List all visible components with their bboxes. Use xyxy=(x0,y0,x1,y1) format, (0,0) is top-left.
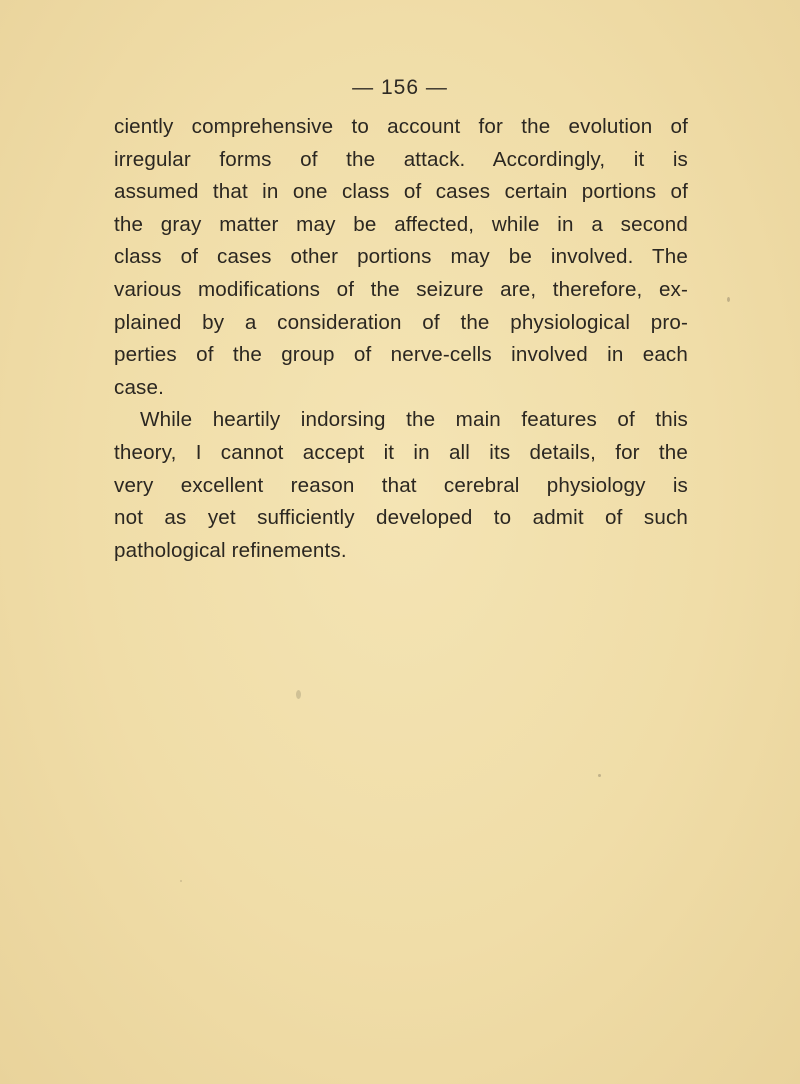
text-line: assumed that in one class of cases certain portions of xyxy=(114,180,688,204)
text-line: very excellent reason that cerebral physiology is xyxy=(114,473,688,497)
text-line: not as yet sufficiently developed to admit of such xyxy=(114,506,688,530)
text-line: ciently comprehensive to account for the evolution of xyxy=(114,115,688,138)
page-number: — 156 — xyxy=(352,76,448,99)
paper-speck xyxy=(727,297,730,302)
text-line: case. xyxy=(114,375,164,399)
paper-speck xyxy=(180,880,182,882)
text-line: plained by a consideration of the physiological pro- xyxy=(114,310,688,334)
text-line: theory, I cannot accept it in all its details, for the xyxy=(114,440,688,464)
text-line: various modifications of the seizure are, therefore, ex- xyxy=(114,277,688,301)
paper-speck xyxy=(598,774,601,777)
text-line: perties of the group of nerve-cells involved in each xyxy=(114,343,688,367)
text-line: While heartily indorsing the main features of this xyxy=(140,408,688,432)
text-line: irregular forms of the attack. Accordingly, it is xyxy=(114,147,688,171)
text-line: pathological refinements. xyxy=(114,538,347,562)
paper-speck xyxy=(296,690,301,699)
text-line: class of cases other portions may be involved. The xyxy=(114,245,688,269)
body-text xyxy=(114,111,688,567)
text-line: the gray matter may be affected, while in a second xyxy=(114,212,688,236)
